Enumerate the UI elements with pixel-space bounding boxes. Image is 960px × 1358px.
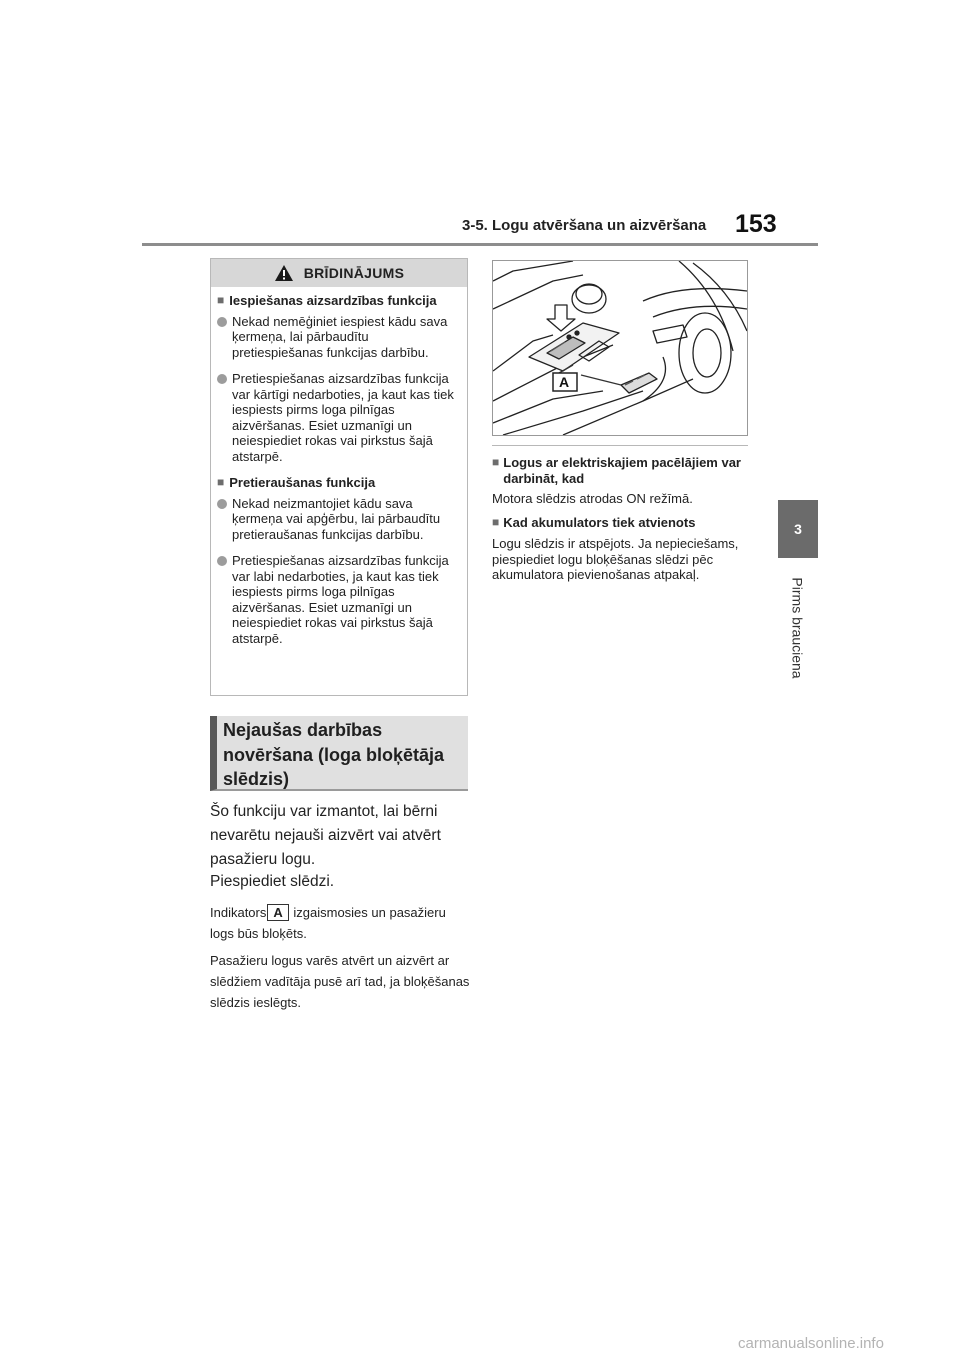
- note-text: Motora slēdzis atrodas ON režīmā.: [492, 491, 693, 506]
- warning-subheading: [217, 293, 459, 309]
- warning-subheading-text: Pretieraušanas funkcija: [229, 475, 376, 490]
- warning-triangle-icon: [274, 264, 294, 282]
- body-paragraph: Pasažieru logus varēs atvērt un aizvērt ar slēdžiem vadītāja pusē arī tad, ja bloķēšanas slēdzis ieslēgts.: [210, 953, 470, 1010]
- body-paragraph: Piespiediet slēdzi.: [210, 873, 335, 890]
- square-bullet-icon: ■: [492, 515, 500, 529]
- indicator-a-tag: A: [267, 904, 288, 921]
- figure-callout-a: A: [559, 374, 570, 390]
- note-heading: [492, 515, 754, 531]
- door-panel-drawing: [493, 261, 747, 435]
- warning-header: [211, 259, 467, 287]
- chapter-tab: 3: [778, 500, 818, 558]
- indicator-text-start: Indikators: [210, 905, 267, 920]
- warning-box: [210, 258, 468, 696]
- running-header: 3-5. Logu atvēršana un aizvēršana: [462, 217, 707, 234]
- round-bullet-icon: [217, 374, 227, 384]
- warning-bullet: [217, 553, 459, 646]
- section-heading-line: slēdzis): [223, 769, 290, 789]
- round-bullet-icon: [217, 317, 227, 327]
- note-heading-text: Logus ar elektriskajiem pacēlājiem var darbināt, kad: [503, 455, 741, 486]
- round-bullet-icon: [217, 556, 227, 566]
- note-heading: [492, 455, 754, 486]
- section-heading-line: novēršana (loga bloķētāja: [223, 744, 445, 765]
- indicator-paragraph: [210, 902, 470, 944]
- warning-subheading: [217, 475, 459, 491]
- warning-subheading-text: Iespiešanas aizsardzības funkcija: [229, 293, 437, 308]
- figure-rule: [492, 445, 748, 446]
- warning-bullet-text: Pretiespiešanas aizsardzības funkcija var kārtīgi nedarboties, ja kaut kas tiek iespiests pirms loga pilnīgas aizvēršanas. Esiet uzmanīgi un neiespiediet rokas vai pirkstus šajā atstarpē.: [232, 371, 454, 464]
- section-heading: [210, 716, 468, 791]
- note-text: Logu slēdzis ir atspējots. Ja nepieciešams, piespiediet logu bloķēšanas slēdzi pēc akumulatora pievienošanas atpakaļ.: [492, 536, 739, 582]
- warning-title: BRĪDINĀJUMS: [303, 265, 405, 281]
- page-number: 153: [735, 210, 777, 238]
- square-bullet-icon: ■: [217, 475, 225, 489]
- warning-bullet: [217, 371, 459, 464]
- warning-bullet: [217, 496, 459, 543]
- note-heading-text: Kad akumulators tiek atvienots: [503, 515, 696, 530]
- warning-bullet: [217, 314, 459, 361]
- warning-bullet-text: Nekad neizmantojiet kādu sava ķermeņa vai apģērbu, lai pārbaudītu pretieraušanas funkcijas darbību.: [232, 495, 441, 542]
- indicator-text-end: izgaismosies un pasažieru logs būs bloķēts.: [210, 905, 446, 941]
- warning-body: [211, 287, 467, 646]
- window-lock-illustration: [492, 260, 748, 436]
- square-bullet-icon: ■: [217, 293, 225, 307]
- square-bullet-icon: ■: [492, 455, 500, 469]
- chapter-label: [756, 568, 840, 688]
- warning-bullet-text: Nekad nemēģiniet iespiest kādu sava ķermeņa, lai pārbaudītu pretiespiešanas funkcijas darbību.: [232, 313, 448, 360]
- section-heading-line: Nejaušas darbības: [223, 720, 383, 740]
- warning-bullet-text: Pretiespiešanas aizsardzības funkcija var labi nedarboties, ja kaut kas tiek iespiests pirms loga pilnīgas aizvēršanas. Esiet uzmanīgi un neiespiediet rokas vai pirkstus šajā atstarpē.: [232, 553, 449, 646]
- chapter-label-text: Pirms brauciena: [790, 577, 806, 679]
- header-rule: [142, 243, 818, 246]
- body-paragraph: Šo funkciju var izmantot, lai bērni nevarētu nejauši aizvērt vai atvērt pasažieru logu.: [210, 803, 441, 868]
- round-bullet-icon: [217, 499, 227, 509]
- watermark: carmanualsonline.info: [738, 1335, 884, 1352]
